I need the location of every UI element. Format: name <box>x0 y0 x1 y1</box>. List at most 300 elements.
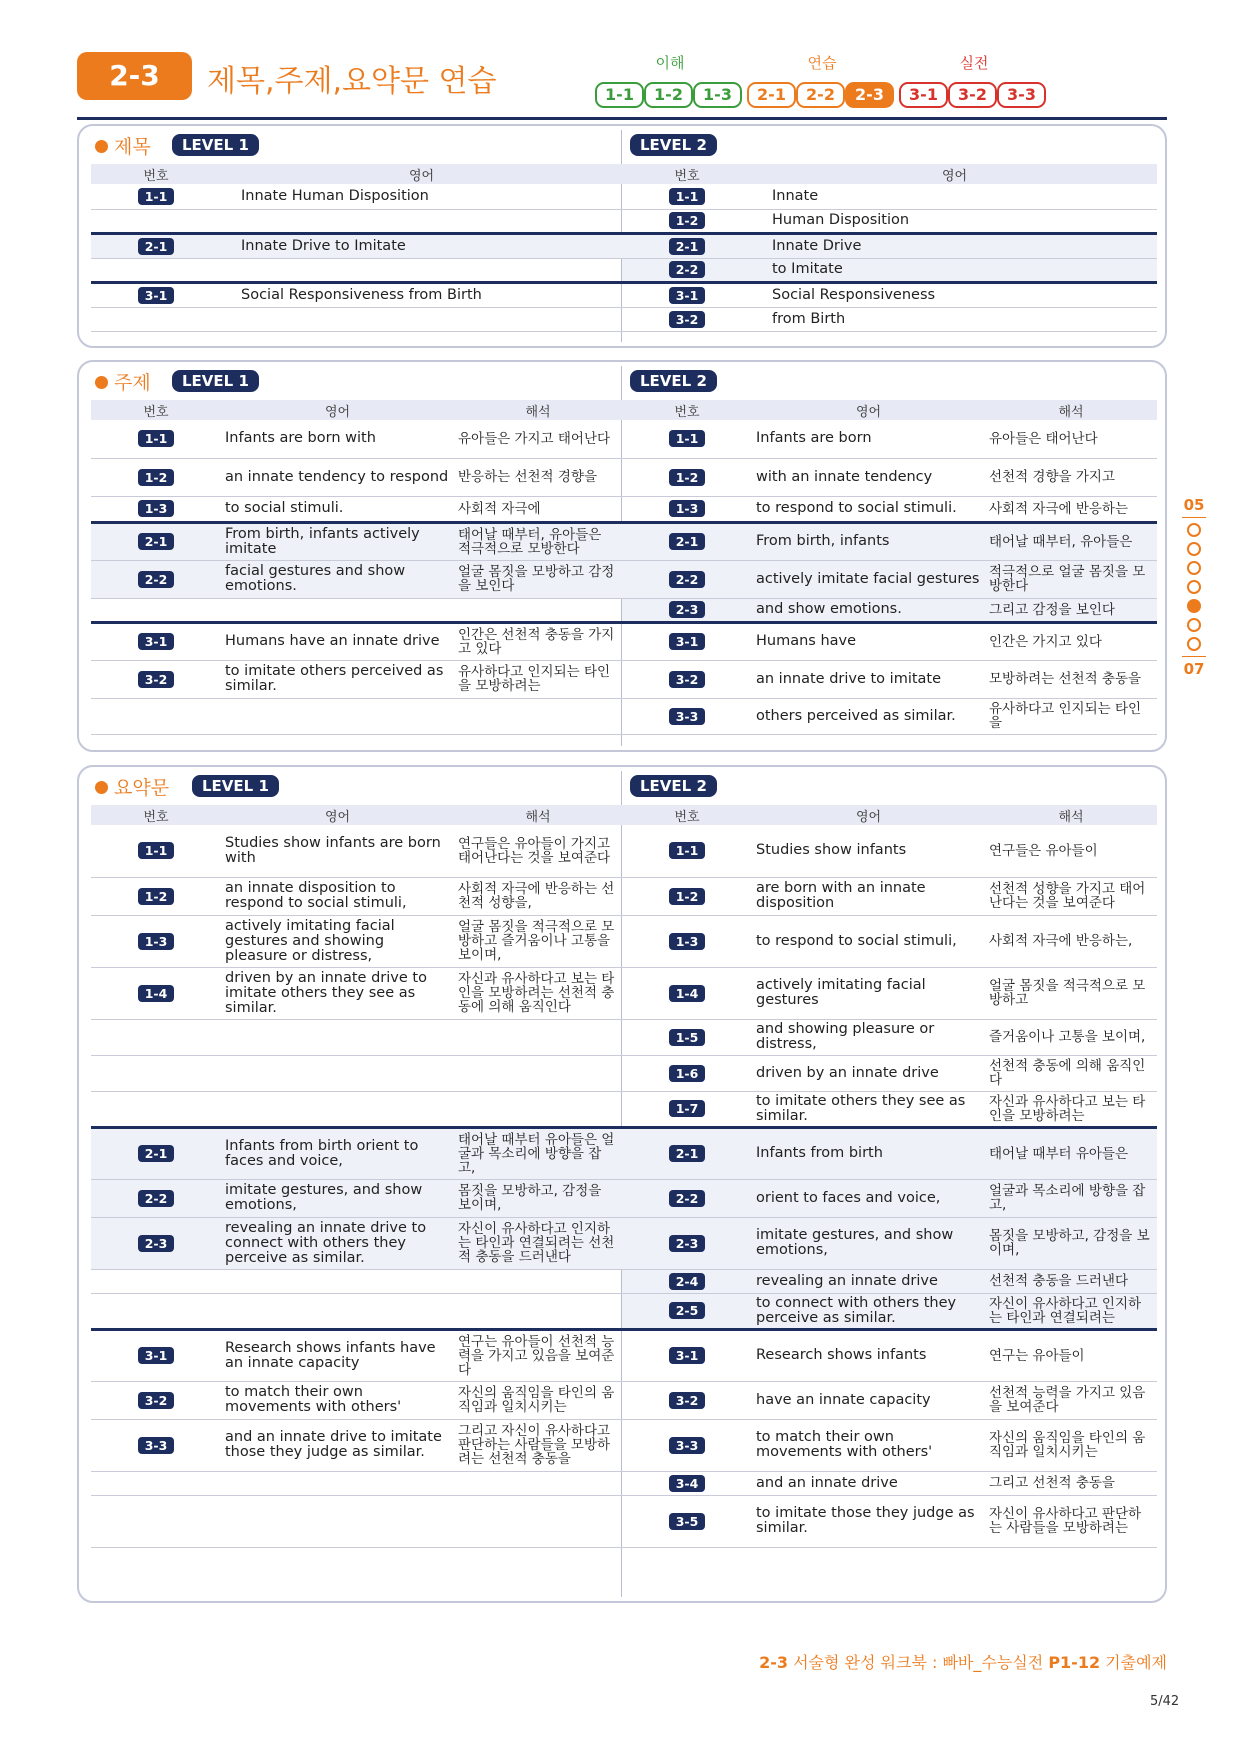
col-header-en: 영어 <box>752 805 985 825</box>
korean-cell[interactable]: 태어날 때부터 유아들은 <box>985 1127 1157 1179</box>
korean-cell[interactable]: 선천적 충동을 드러낸다 <box>985 1269 1157 1293</box>
table-row <box>622 825 1157 877</box>
table-row <box>622 877 1157 915</box>
korean-cell[interactable] <box>454 1471 622 1495</box>
row-number-cell <box>91 698 221 734</box>
korean-cell[interactable]: 자신과 유사하다고 보는 타인을 모방하려는 선천적 충동에 의해 움직인다 <box>454 967 622 1019</box>
row-number-cell <box>91 1019 221 1055</box>
english-cell[interactable]: Infants from birth orient to faces and voice, <box>221 1127 454 1179</box>
row-number-cell <box>622 1019 752 1055</box>
english-cell[interactable]: to connect with others they perceive as similar. <box>752 1293 985 1329</box>
english-cell[interactable]: to imitate others they see as similar. <box>752 1091 985 1127</box>
table-row <box>622 622 1157 660</box>
section-label: 제목 <box>114 136 151 158</box>
korean-cell[interactable]: 몸짓을 모방하고, 감정을 보이며, <box>985 1217 1157 1269</box>
english-cell[interactable]: to Imitate <box>752 258 1157 282</box>
english-cell[interactable]: and show emotions. <box>752 598 985 622</box>
row-number-badge: 2-2 <box>669 261 705 278</box>
row-number-cell <box>91 915 221 967</box>
nav-pill-1-1[interactable]: 1-1 <box>595 82 644 108</box>
english-cell[interactable]: Innate Drive to Imitate <box>221 233 622 258</box>
english-cell[interactable]: Human Disposition <box>752 209 1157 233</box>
row-number-badge: 1-2 <box>669 469 705 486</box>
nav-pill-1-3[interactable]: 1-3 <box>693 82 742 108</box>
table-row <box>91 184 622 209</box>
korean-cell[interactable]: 얼굴과 목소리에 방향을 잡고, <box>985 1179 1157 1217</box>
korean-cell[interactable]: 사회적 자극에 <box>454 496 622 522</box>
korean-cell[interactable] <box>454 698 622 734</box>
english-cell[interactable]: to social stimuli. <box>221 496 454 522</box>
row-number-badge: 1-3 <box>669 500 705 517</box>
table-row <box>91 598 622 622</box>
table-row <box>622 1419 1157 1471</box>
korean-cell[interactable]: 인간은 가지고 있다 <box>985 622 1157 660</box>
row-number-badge: 1-2 <box>669 888 705 905</box>
row-number-cell <box>622 496 752 522</box>
korean-cell[interactable] <box>454 1293 622 1329</box>
korean-cell[interactable]: 적극적으로 얼굴 몸짓을 모방한다 <box>985 560 1157 598</box>
table-row <box>622 184 1157 209</box>
row-number-cell <box>622 598 752 622</box>
english-cell[interactable]: and an innate drive to imitate those they judge as similar. <box>221 1419 454 1471</box>
level-2-badge: LEVEL 2 <box>630 370 717 392</box>
row-number-cell <box>622 1495 752 1547</box>
row-number-badge: 2-1 <box>669 1145 705 1162</box>
row-number-badge: 1-1 <box>669 842 705 859</box>
row-number-badge: 3-5 <box>669 1513 705 1530</box>
english-cell[interactable] <box>221 1293 454 1329</box>
table-row <box>91 258 622 282</box>
english-cell[interactable] <box>221 1269 454 1293</box>
english-cell[interactable] <box>221 1495 454 1547</box>
col-header-en: 영어 <box>752 400 985 420</box>
row-number-badge: 1-1 <box>138 430 174 447</box>
english-cell[interactable]: Innate Human Disposition <box>221 184 622 209</box>
english-cell[interactable]: From birth, infants actively imitate <box>221 522 454 560</box>
row-number-badge: 2-1 <box>138 238 174 255</box>
table-row <box>622 233 1157 258</box>
english-cell[interactable]: an innate tendency to respond <box>221 458 454 496</box>
english-cell[interactable]: Humans have an innate drive <box>221 622 454 660</box>
english-cell[interactable]: facial gestures and show emotions. <box>221 560 454 598</box>
practice-table <box>622 164 1157 332</box>
level-1-table-area <box>91 805 622 1548</box>
english-cell[interactable]: revealing an innate drive to connect with others they perceive as similar. <box>221 1217 454 1269</box>
english-cell[interactable]: Infants are born <box>752 420 985 458</box>
table-row <box>622 598 1157 622</box>
row-number-cell <box>91 1381 221 1419</box>
korean-cell[interactable]: 자신이 유사하다고 인지하는 타인과 연결되려는 <box>985 1293 1157 1329</box>
section-label: 주제 <box>114 372 151 394</box>
row-number-cell <box>91 1495 221 1547</box>
table-row <box>622 1127 1157 1179</box>
row-number-cell <box>622 1381 752 1419</box>
english-cell[interactable] <box>221 1019 454 1055</box>
table-row <box>622 1495 1157 1547</box>
side-divider <box>1182 656 1206 657</box>
korean-cell[interactable]: 태어날 때부터 유아들은 얼굴과 목소리에 방향을 잡고, <box>454 1127 622 1179</box>
section-heading <box>95 132 151 158</box>
korean-cell[interactable]: 자신의 움직임을 타인의 움직임과 일치시키는 <box>454 1381 622 1419</box>
english-cell[interactable]: Humans have <box>752 622 985 660</box>
table-row <box>91 1471 622 1495</box>
korean-cell[interactable]: 연구들은 유아들이 가지고 태어난다는 것을 보여준다 <box>454 825 622 877</box>
row-number-badge: 3-1 <box>669 633 705 650</box>
table-header-row <box>622 164 1157 184</box>
row-number-badge: 1-3 <box>138 933 174 950</box>
table-row <box>91 660 622 698</box>
table-row <box>91 1381 622 1419</box>
korean-cell[interactable]: 태어날 때부터, 유아들은 적극적으로 모방한다 <box>454 522 622 560</box>
english-cell[interactable]: Studies show infants <box>752 825 985 877</box>
korean-cell[interactable]: 사회적 자극에 반응하는 선천적 성향을, <box>454 877 622 915</box>
chapter-dot-icon[interactable] <box>1187 561 1201 575</box>
table-header-row <box>622 400 1157 420</box>
row-number-badge: 3-2 <box>669 1392 705 1409</box>
english-cell[interactable] <box>221 1471 454 1495</box>
row-number-badge: 3-1 <box>138 633 174 650</box>
english-cell[interactable] <box>221 698 454 734</box>
english-cell[interactable] <box>221 307 622 331</box>
level-2-badge: LEVEL 2 <box>630 775 717 797</box>
english-cell[interactable]: orient to faces and voice, <box>752 1179 985 1217</box>
table-row <box>91 1055 622 1091</box>
row-number-cell <box>622 458 752 496</box>
korean-cell[interactable]: 자신이 유사하다고 판단하는 사람들을 모방하려는 <box>985 1495 1157 1547</box>
nav-pill-3-1[interactable]: 3-1 <box>899 82 948 108</box>
chapter-start: 05 <box>1183 496 1205 514</box>
table-row <box>622 560 1157 598</box>
korean-cell[interactable]: 유아들은 가지고 태어난다 <box>454 420 622 458</box>
nav-pill-3-3[interactable]: 3-3 <box>997 82 1046 108</box>
row-number-cell <box>91 825 221 877</box>
korean-cell[interactable]: 태어날 때부터, 유아들은 <box>985 522 1157 560</box>
table-row <box>91 1217 622 1269</box>
row-number-cell <box>91 522 221 560</box>
row-number-badge: 3-1 <box>669 287 705 304</box>
col-header-num: 번호 <box>91 805 221 825</box>
korean-cell[interactable]: 얼굴 몸짓을 적극적으로 모방하고 <box>985 967 1157 1019</box>
korean-cell[interactable]: 유사하다고 인지되는 타인을 <box>985 698 1157 734</box>
table-row <box>622 660 1157 698</box>
table-row <box>622 1269 1157 1293</box>
korean-cell[interactable] <box>454 1091 622 1127</box>
row-number-cell <box>91 560 221 598</box>
practice-table <box>622 805 1157 1548</box>
row-number-badge: 2-2 <box>669 1190 705 1207</box>
section-heading <box>95 368 151 394</box>
row-number-badge: 3-4 <box>669 1475 705 1492</box>
row-number-cell <box>91 496 221 522</box>
english-cell[interactable]: to match their own movements with others' <box>221 1381 454 1419</box>
chapter-dot-icon[interactable] <box>1187 542 1201 556</box>
footer-section: 2-3 <box>759 1653 788 1672</box>
level-1-table-area <box>91 400 622 735</box>
row-number-cell <box>622 622 752 660</box>
summary-practice-box <box>77 765 1167 1603</box>
chapter-dot-icon[interactable] <box>1187 637 1201 651</box>
english-cell[interactable]: driven by an innate drive <box>752 1055 985 1091</box>
level-1-badge: LEVEL 1 <box>172 134 259 156</box>
row-number-cell <box>622 1419 752 1471</box>
english-cell[interactable]: Innate <box>752 184 1157 209</box>
row-number-cell <box>91 307 221 331</box>
col-header-en: 영어 <box>752 164 1157 184</box>
row-number-badge: 2-5 <box>669 1302 705 1319</box>
row-number-badge: 2-1 <box>138 533 174 550</box>
row-number-badge: 3-1 <box>138 287 174 304</box>
english-cell[interactable]: an innate disposition to respond to social stimuli, <box>221 877 454 915</box>
korean-cell[interactable]: 연구들은 유아들이 <box>985 825 1157 877</box>
korean-cell[interactable]: 유사하다고 인지되는 타인을 모방하려는 <box>454 660 622 698</box>
row-number-badge: 1-2 <box>669 212 705 229</box>
english-cell[interactable]: actively imitating facial gestures <box>752 967 985 1019</box>
english-cell[interactable]: are born with an innate disposition <box>752 877 985 915</box>
row-number-badge: 3-1 <box>669 1347 705 1364</box>
row-number-cell <box>622 1179 752 1217</box>
english-cell[interactable]: have an innate capacity <box>752 1381 985 1419</box>
english-cell[interactable]: Studies show infants are born with <box>221 825 454 877</box>
table-row <box>91 307 622 331</box>
english-cell[interactable]: Innate Drive <box>752 233 1157 258</box>
bullet-icon <box>95 781 108 794</box>
english-cell[interactable]: to match their own movements with others' <box>752 1419 985 1471</box>
row-number-badge: 3-3 <box>669 1437 705 1454</box>
korean-cell[interactable]: 선천적 성향을 가지고 태어난다는 것을 보여준다 <box>985 877 1157 915</box>
row-number-badge: 3-2 <box>669 311 705 328</box>
table-row <box>91 1329 622 1381</box>
english-cell[interactable] <box>221 1055 454 1091</box>
korean-cell[interactable]: 자신과 유사하다고 보는 타인을 모방하려는 <box>985 1091 1157 1127</box>
korean-cell[interactable]: 사회적 자극에 반응하는, <box>985 915 1157 967</box>
table-row <box>91 233 622 258</box>
english-cell[interactable]: to respond to social stimuli. <box>752 496 985 522</box>
row-number-cell <box>622 1091 752 1127</box>
korean-cell[interactable]: 인간은 선천적 충동을 가지고 있다 <box>454 622 622 660</box>
english-cell[interactable]: to imitate those they judge as similar. <box>752 1495 985 1547</box>
korean-cell[interactable]: 선천적 능력을 가지고 있음을 보여준다 <box>985 1381 1157 1419</box>
english-cell[interactable]: an innate drive to imitate <box>752 660 985 698</box>
english-cell[interactable]: with an innate tendency <box>752 458 985 496</box>
footer-code: P1-12 <box>1048 1653 1101 1672</box>
table-row <box>91 1091 622 1127</box>
table-row <box>622 1217 1157 1269</box>
table-row <box>91 1269 622 1293</box>
row-number-cell <box>91 1269 221 1293</box>
row-number-cell <box>91 209 221 233</box>
korean-cell[interactable]: 선천적 경향을 가지고 <box>985 458 1157 496</box>
row-number-cell <box>91 1329 221 1381</box>
table-row <box>622 458 1157 496</box>
korean-cell[interactable]: 그리고 감정을 보인다 <box>985 598 1157 622</box>
table-row <box>91 877 622 915</box>
english-cell[interactable]: imitate gestures, and show emotions, <box>752 1217 985 1269</box>
footer-text-2: 기출예제 <box>1105 1653 1167 1672</box>
side-divider <box>1182 517 1206 518</box>
nav-pill-2-1[interactable]: 2-1 <box>747 82 796 108</box>
nav-pill-1-2[interactable]: 1-2 <box>644 82 693 108</box>
row-number-cell <box>622 915 752 967</box>
col-header-num: 번호 <box>91 164 221 184</box>
row-number-badge: 1-4 <box>138 985 174 1002</box>
korean-cell[interactable]: 선천적 충동에 의해 움직인다 <box>985 1055 1157 1091</box>
table-row <box>622 1055 1157 1091</box>
row-number-badge: 2-3 <box>669 601 705 618</box>
table-row <box>622 1471 1157 1495</box>
page-number: 5/42 <box>1150 1694 1180 1709</box>
table-row <box>622 698 1157 734</box>
english-cell[interactable]: and an innate drive <box>752 1471 985 1495</box>
korean-cell[interactable] <box>454 1495 622 1547</box>
header-divider <box>77 117 1167 120</box>
table-row <box>622 967 1157 1019</box>
english-cell[interactable]: actively imitate facial gestures <box>752 560 985 598</box>
english-cell[interactable] <box>221 1091 454 1127</box>
nav-pill-2-3[interactable]: 2-3 <box>845 82 894 108</box>
korean-cell[interactable]: 사회적 자극에 반응하는 <box>985 496 1157 522</box>
english-cell[interactable]: Infants are born with <box>221 420 454 458</box>
nav-pill-3-2[interactable]: 3-2 <box>948 82 997 108</box>
english-cell[interactable]: driven by an innate drive to imitate others they see as similar. <box>221 967 454 1019</box>
row-number-badge: 2-1 <box>669 238 705 255</box>
nav-group-label: 연습 <box>807 54 837 72</box>
row-number-cell <box>622 1471 752 1495</box>
row-number-badge: 2-3 <box>138 1235 174 1252</box>
nav-pill-2-2[interactable]: 2-2 <box>796 82 845 108</box>
row-number-cell <box>622 522 752 560</box>
row-number-cell <box>622 660 752 698</box>
table-row <box>91 496 622 522</box>
row-number-cell <box>622 233 752 258</box>
korean-cell[interactable]: 몸짓을 모방하고, 감정을 보이며, <box>454 1179 622 1217</box>
level-2-table-area <box>622 400 1157 735</box>
korean-cell[interactable]: 얼굴 몸짓을 적극적으로 모방하고 즐거움이나 고통을 보이며, <box>454 915 622 967</box>
col-header-ko: 해석 <box>985 400 1157 420</box>
korean-cell[interactable]: 그리고 선천적 충동을 <box>985 1471 1157 1495</box>
table-row <box>622 496 1157 522</box>
col-header-en: 영어 <box>221 400 454 420</box>
english-cell[interactable]: actively imitating facial gestures and showing pleasure or distress, <box>221 915 454 967</box>
korean-cell[interactable]: 유아들은 태어난다 <box>985 420 1157 458</box>
table-row <box>91 915 622 967</box>
english-cell[interactable]: others perceived as similar. <box>752 698 985 734</box>
english-cell[interactable]: Research shows infants have an innate capacity <box>221 1329 454 1381</box>
practice-table <box>91 400 622 735</box>
row-number-cell <box>91 282 221 307</box>
row-number-cell <box>91 598 221 622</box>
chapter-dot-icon[interactable] <box>1187 523 1201 537</box>
row-number-cell <box>91 1419 221 1471</box>
english-cell[interactable]: to respond to social stimuli, <box>752 915 985 967</box>
english-cell[interactable]: from Birth <box>752 307 1157 331</box>
korean-cell[interactable]: 얼굴 몸짓을 모방하고 감정을 보인다 <box>454 560 622 598</box>
row-number-badge: 3-1 <box>138 1347 174 1364</box>
row-number-cell <box>622 307 752 331</box>
korean-cell[interactable] <box>454 1269 622 1293</box>
korean-cell[interactable] <box>454 598 622 622</box>
table-row <box>622 1091 1157 1127</box>
english-cell[interactable]: Research shows infants <box>752 1329 985 1381</box>
table-row <box>622 258 1157 282</box>
table-row <box>91 1179 622 1217</box>
bullet-icon <box>95 140 108 153</box>
korean-cell[interactable]: 자신이 유사하다고 인지하는 타인과 연결되려는 선천적 충동을 드러낸다 <box>454 1217 622 1269</box>
korean-cell[interactable]: 연구는 유아들이 선천적 능력을 가지고 있음을 보여준다 <box>454 1329 622 1381</box>
row-number-cell <box>91 420 221 458</box>
chapter-dot-icon[interactable] <box>1187 618 1201 632</box>
korean-cell[interactable] <box>454 1055 622 1091</box>
english-cell[interactable]: Social Responsiveness from Birth <box>221 282 622 307</box>
table-row <box>622 1179 1157 1217</box>
footer <box>500 1650 1167 1673</box>
korean-cell[interactable]: 즐거움이나 고통을 보이며, <box>985 1019 1157 1055</box>
row-number-cell <box>91 967 221 1019</box>
row-number-cell <box>622 184 752 209</box>
english-cell[interactable] <box>221 598 454 622</box>
row-number-cell <box>91 1127 221 1179</box>
english-cell[interactable] <box>221 209 622 233</box>
col-header-en: 영어 <box>221 805 454 825</box>
table-row <box>622 1329 1157 1381</box>
row-number-cell <box>622 282 752 307</box>
chapter-side-nav <box>1180 496 1208 678</box>
row-number-badge: 1-7 <box>669 1100 705 1117</box>
english-cell[interactable]: imitate gestures, and show emotions, <box>221 1179 454 1217</box>
table-row <box>622 282 1157 307</box>
english-cell[interactable]: and showing pleasure or distress, <box>752 1019 985 1055</box>
korean-cell[interactable]: 연구는 유아들이 <box>985 1329 1157 1381</box>
col-header-num: 번호 <box>622 400 752 420</box>
korean-cell[interactable]: 반응하는 선천적 경향을 <box>454 458 622 496</box>
row-number-badge: 2-2 <box>669 571 705 588</box>
row-number-cell <box>622 209 752 233</box>
row-number-badge: 3-3 <box>138 1437 174 1454</box>
section-badge: 2-3 <box>77 52 192 100</box>
level-1-badge: LEVEL 1 <box>192 775 279 797</box>
english-cell[interactable]: to imitate others perceived as similar. <box>221 660 454 698</box>
table-header-row <box>91 400 622 420</box>
table-row <box>91 1127 622 1179</box>
section-label: 요약문 <box>114 777 170 799</box>
row-number-badge: 1-1 <box>138 188 174 205</box>
korean-cell[interactable]: 자신의 움직임을 타인의 움직임과 일치시키는 <box>985 1419 1157 1471</box>
english-cell[interactable]: From birth, infants <box>752 522 985 560</box>
korean-cell[interactable]: 모방하려는 선천적 충동을 <box>985 660 1157 698</box>
english-cell[interactable]: revealing an innate drive <box>752 1269 985 1293</box>
bullet-icon <box>95 376 108 389</box>
table-row <box>91 825 622 877</box>
row-number-badge: 2-1 <box>669 533 705 550</box>
chapter-dot-icon[interactable] <box>1187 599 1201 613</box>
table-row <box>622 1381 1157 1419</box>
english-cell[interactable]: Social Responsiveness <box>752 282 1157 307</box>
row-number-badge: 2-2 <box>138 1190 174 1207</box>
row-number-cell <box>622 258 752 282</box>
chapter-dot-icon[interactable] <box>1187 580 1201 594</box>
korean-cell[interactable]: 그리고 자신이 유사하다고 판단하는 사람들을 모방하려는 선천적 충동을 <box>454 1419 622 1471</box>
korean-cell[interactable] <box>454 1019 622 1055</box>
row-number-cell <box>91 1055 221 1091</box>
row-number-cell <box>91 233 221 258</box>
english-cell[interactable]: Infants from birth <box>752 1127 985 1179</box>
topic-practice-box <box>77 360 1167 752</box>
row-number-badge: 2-3 <box>669 1235 705 1252</box>
row-number-badge: 2-2 <box>138 571 174 588</box>
row-number-cell <box>91 622 221 660</box>
english-cell[interactable] <box>221 258 622 282</box>
row-number-cell <box>622 1293 752 1329</box>
table-row <box>91 967 622 1019</box>
